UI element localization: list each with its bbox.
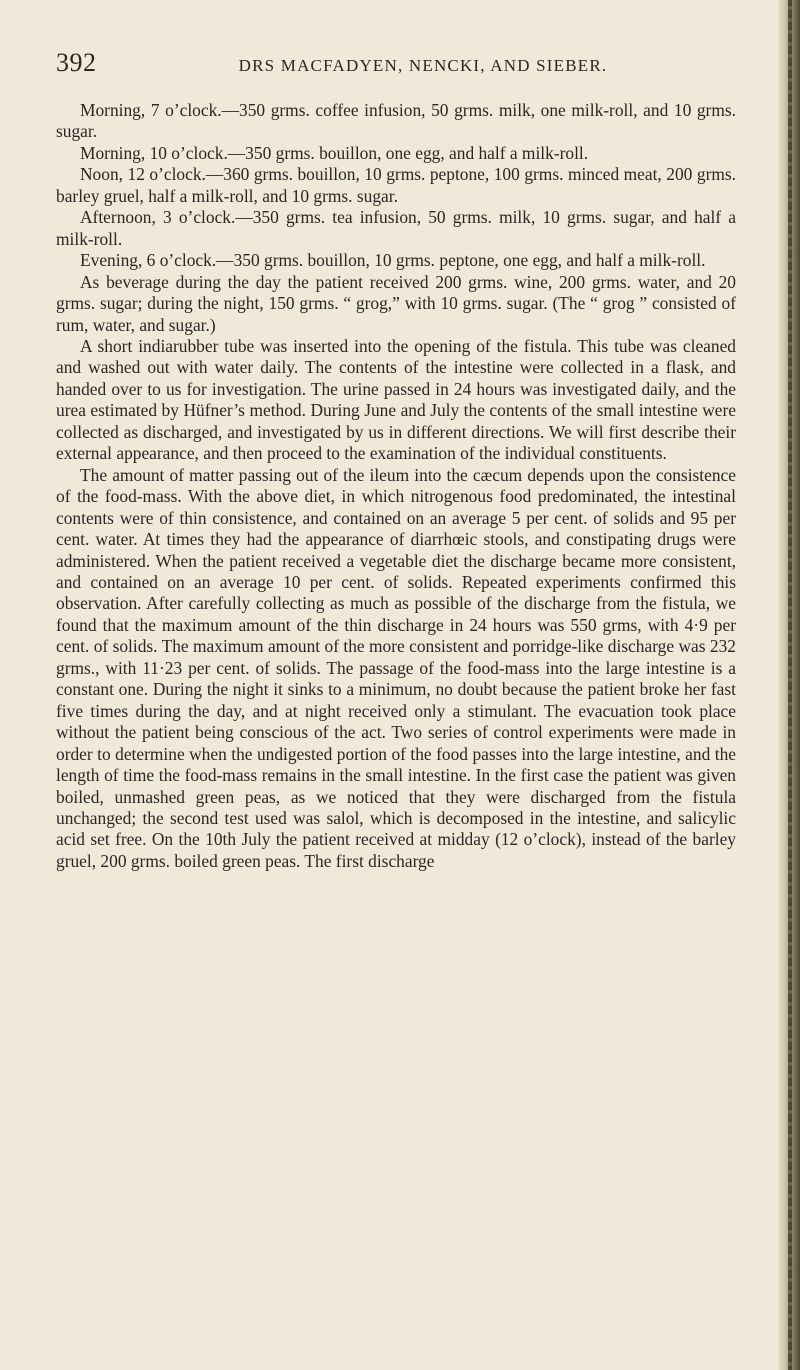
paragraph-tube: A short indiarubber tube was inserted into the opening of the fistula. This tube was cleaned and washed out with water daily. The contents of the intestine were collected in a flask, and handed over to us for investigation. The urine passed in 24 hours was investigated daily, and the urea estimated by Hüfner’s method. During June and July the contents of the small intestine were collected as discharged, and investigated by us in different directions. We will first describe their external appearance, and then proceed to the examination of the individual constituents. xyxy=(56,335,736,464)
paragraph-afternoon: Afternoon, 3 o’clock.—350 grms. tea infusion, 50 grms. milk, 10 grms. sugar, and half a milk-roll. xyxy=(56,207,736,249)
page-number: 392 xyxy=(56,48,97,77)
paragraph-morning-10: Morning, 10 o’clock.—350 grms. bouillon, one egg, and half a milk-roll. xyxy=(80,142,589,163)
paragraph-morning-7: Morning, 7 o’clock.—350 grms. coffee infusion, 50 grms. milk, one milk-roll, and 10 grms. sugar. xyxy=(56,100,736,142)
binding-edge xyxy=(788,0,792,1370)
page-header xyxy=(56,46,746,80)
running-head: DRS MACFADYEN, NENCKI, AND SIEBER. xyxy=(238,56,608,75)
body-text xyxy=(56,100,736,872)
paragraph-beverage: As beverage during the day the patient received 200 grms. wine, 200 grms. water, and 20 grms. sugar; during the night, 150 grms. “ grog,” with 10 grms. sugar. (The “ grog ” consisted of rum, water, and sugar.) xyxy=(56,271,736,335)
paragraph-evening: Evening, 6 o’clock.—350 grms. bouillon, 10 grms. peptone, one egg, and half a milk-roll. xyxy=(80,250,706,271)
paragraph-noon: Noon, 12 o’clock.—360 grms. bouillon, 10 grms. peptone, 100 grms. minced meat, 200 grms. barley gruel, half a milk-roll, and 10 grms. sugar. xyxy=(56,164,736,206)
paragraph-amount: The amount of matter passing out of the ileum into the cæcum depends upon the consistence of the food-mass. With the above diet, in which nitrogenous food predominated, the intestinal contents were of thin consistence, and contained on an average 5 per cent. of solids and 95 per cent. water. At times they had the appearance of diarrhœic stools, and constipating drugs were administered. When the patient received a vegetable diet the discharge became more consistent, and contained on an average 10 per cent. of solids. Repeated experiments confirmed this observation. After carefully collecting as much as possible of the discharge from the fistula, we found that the maximum amount of the thin discharge in 24 hours was 550 grms, with 4·9 per cent. of solids. The maximum amount of the more consistent and porridge-like discharge was 232 grms., with 11·23 per cent. of solids. The passage of the food-mass into the large intestine is a constant one. During the night it sinks to a minimum, no doubt because the patient broke her fast five times during the day, and at night received only a stimulant. The evacuation took place without the patient being conscious of the act. Two series of control experiments were made in order to determine when the undigested portion of the food passes into the large intestine, and the length of time the food-mass remains in the small intestine. In the first case the patient was given boiled, unmashed green peas, as we noticed that they were discharged from the fistula unchanged; the second test used was salol, which is decomposed in the intestine, and salicylic acid set free. On the 10th July the patient received at midday (12 o’clock), instead of the barley gruel, 200 grms. boiled green peas. The first discharge xyxy=(56,464,736,871)
